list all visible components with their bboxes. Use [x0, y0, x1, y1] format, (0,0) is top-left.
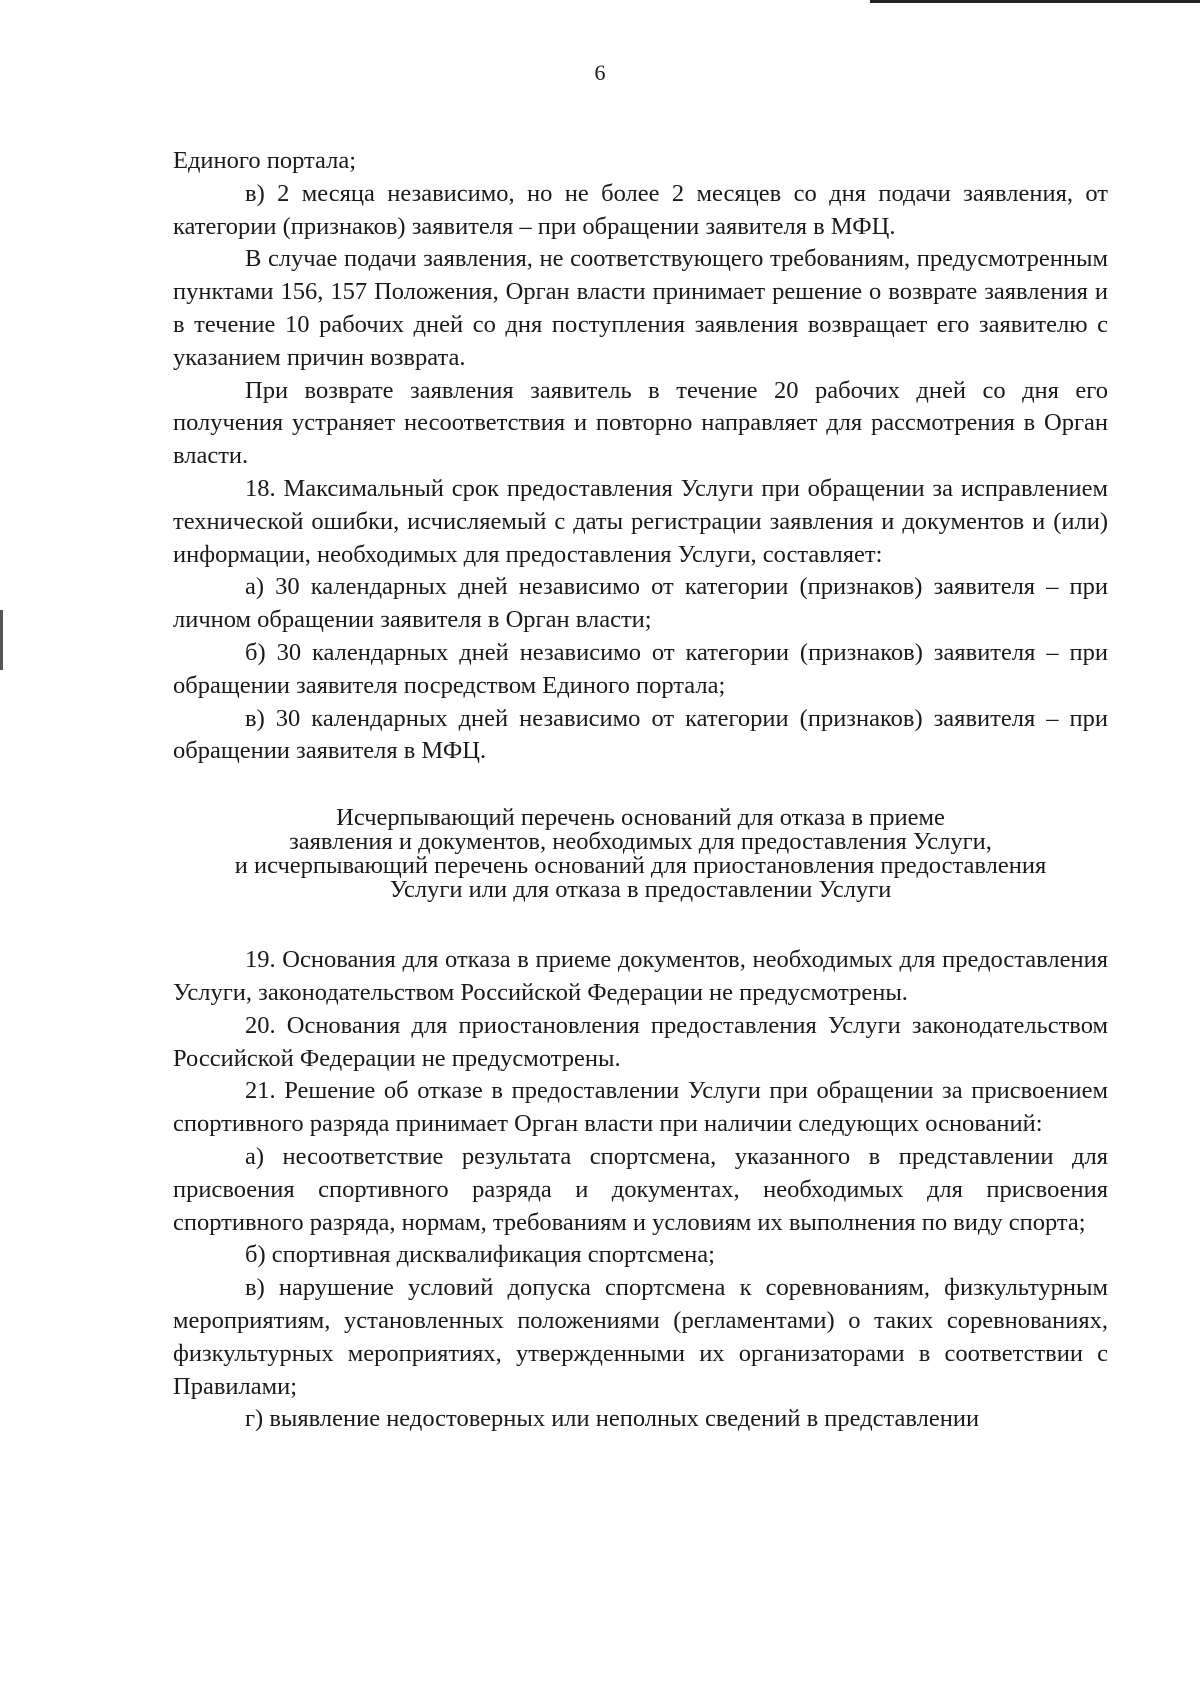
paragraph: В случае подачи заявления, не соответствующего требованиям, предусмотренным пунктами 156, 157 Положения, Орган власти принимает решение о возврате заявления и в течение 10 рабочих дней со дня поступления заявления возвращает его заявителю с указанием причин возврата.	[173, 245, 1108, 371]
paragraph: Единого портала;	[173, 147, 357, 174]
paragraph: а) несоответствие результата спортсмена, указанного в представлении для присвоения спортивного разряда и документах, необходимых для присвоения спортивного разряда, нормам, требованиям и условиям их выполнения по виду спорта;	[173, 1142, 1108, 1236]
paragraph-group-bottom	[173, 944, 1108, 1436]
paragraph-group-top	[173, 145, 1108, 768]
paragraph: 21. Решение об отказе в предоставлении Услуги при обращении за присвоением спортивного разряда принимает Орган власти при наличии следующих оснований:	[173, 1077, 1108, 1138]
paragraph: б) 30 календарных дней независимо от категории (признаков) заявителя – при обращении заявителя посредством Единого портала;	[173, 638, 1108, 699]
section-heading	[173, 806, 1108, 902]
section-heading-line: заявления и документов, необходимых для предоставления Услуги,	[289, 828, 992, 856]
paragraph: При возврате заявления заявитель в течение 20 рабочих дней со дня его получения устраняет несоответствия и повторно направляет для рассмотрения в Орган власти.	[173, 376, 1108, 470]
paragraph: б) спортивная дисквалификация спортсмена;	[245, 1241, 715, 1269]
paragraph: г) выявление недостоверных или неполных сведений в представлении	[245, 1405, 980, 1433]
paragraph: а) 30 календарных дней независимо от категории (признаков) заявителя – при личном обращении заявителя в Орган власти;	[173, 573, 1108, 634]
paragraph: 19. Основания для отказа в приеме документов, необходимых для предоставления Услуги, законодательством Российской Федерации не предусмотрены.	[173, 946, 1108, 1006]
paragraph: в) нарушение условий допуска спортсмена к соревнованиям, физкультурным мероприятиям, установленных положениями (регламентами) о таких соревнованиях, физкультурных мероприятиях, утвержденными их организаторами в соответствии с Правилами;	[173, 1274, 1108, 1400]
section-heading-line: и исчерпывающий перечень оснований для приостановления предоставления	[234, 852, 1047, 880]
paragraph: 20. Основания для приостановления предоставления Услуги законодательством Российской Федерации не предусмотрены.	[173, 1011, 1108, 1072]
document-body	[173, 145, 1108, 1436]
page-number: 6	[594, 60, 606, 85]
section-heading-line: Услуги или для отказа в предоставлении Услуги	[389, 876, 892, 904]
scan-edge-line	[870, 0, 1200, 3]
scan-edge-mark	[0, 610, 3, 670]
section-heading-line: Исчерпывающий перечень оснований для отказа в приеме	[336, 804, 945, 832]
paragraph: 18. Максимальный срок предоставления Услуги при обращении за исправлением технической ошибки, исчисляемый с даты регистрации заявления и документов и (или) информации, необходимых для предоставления Услуги, составляет:	[173, 474, 1108, 568]
paragraph: в) 30 календарных дней независимо от категории (признаков) заявителя – при обращении заявителя в МФЦ.	[173, 704, 1108, 765]
paragraph: в) 2 месяца независимо, но не более 2 месяцев со дня подачи заявления, от категории (признаков) заявителя – при обращении заявителя в МФЦ.	[173, 179, 1108, 240]
